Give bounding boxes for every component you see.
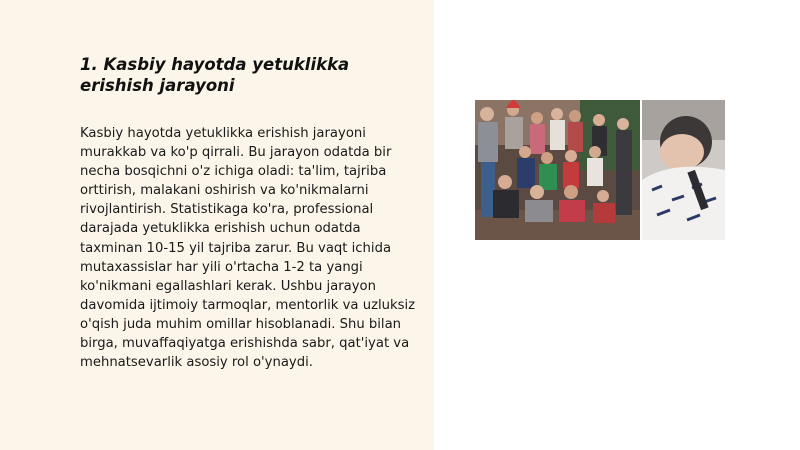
group-photo-illustration [475,100,640,240]
baby-photo [642,100,725,240]
group-photo [475,100,640,240]
slide-body-text: Kasbiy hayotda yetuklikka erishish jarayoni murakkab va ko'p qirrali. Bu jarayon odatda bir necha bosqichni o'z ichiga oladi: ta'lim, tajriba orttirish, malakani oshirish va ko'nikmalarni rivojlantirish. Statistikaga ko'ra, professional darajada yetuklikka erishish uchun odatda taxminan 10-15 yil tajriba zarur. Bu vaqt ichida mutaxassislar har yili o'rtacha 1-2 ta yangi ko'nikmani egallashlari kerak. Ushbu jarayon davomida ijtimoiy tarmoqlar, mentorlik va uzluksiz o'qish juda muhim omillar hisoblanadi. Shu bilan birga, muvaffaqiyatga erishishda sabr, qat'iyat va mehnatsevarlik asosiy rol o'ynaydi. [80,126,416,371]
baby-photo-illustration [642,100,725,240]
slide-heading: 1. Kasbiy hayotda yetuklikka erishish jarayoni [80,55,350,95]
